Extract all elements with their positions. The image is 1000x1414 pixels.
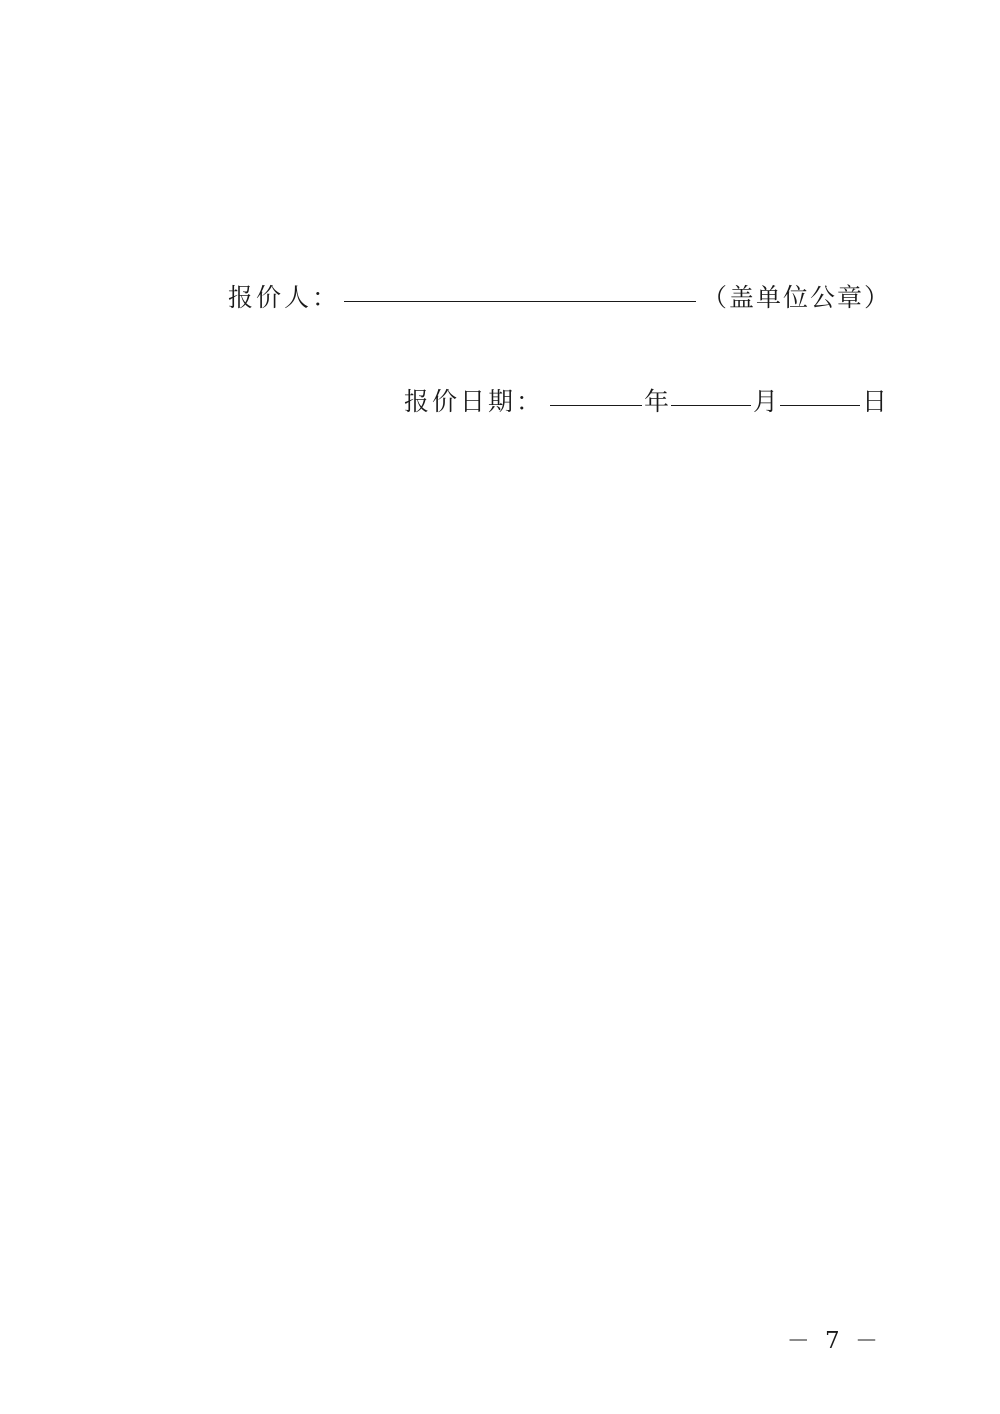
quoter-name-blank[interactable] xyxy=(344,300,696,302)
official-seal-note: （盖单位公章） xyxy=(702,283,892,312)
quote-date-month-blank[interactable] xyxy=(671,404,751,406)
day-unit-label: 日 xyxy=(862,387,888,416)
quote-date-label: 报价日期： xyxy=(404,387,545,416)
page-number: － 7 － xyxy=(786,1328,882,1354)
quoter-line xyxy=(228,278,891,314)
year-unit-label: 年 xyxy=(644,387,670,416)
quote-date-year-blank[interactable] xyxy=(550,404,642,406)
quote-date-day-blank[interactable] xyxy=(780,404,860,406)
quote-date-line xyxy=(404,382,887,418)
month-unit-label: 月 xyxy=(753,387,779,416)
quoter-label: 报价人： xyxy=(228,283,341,312)
